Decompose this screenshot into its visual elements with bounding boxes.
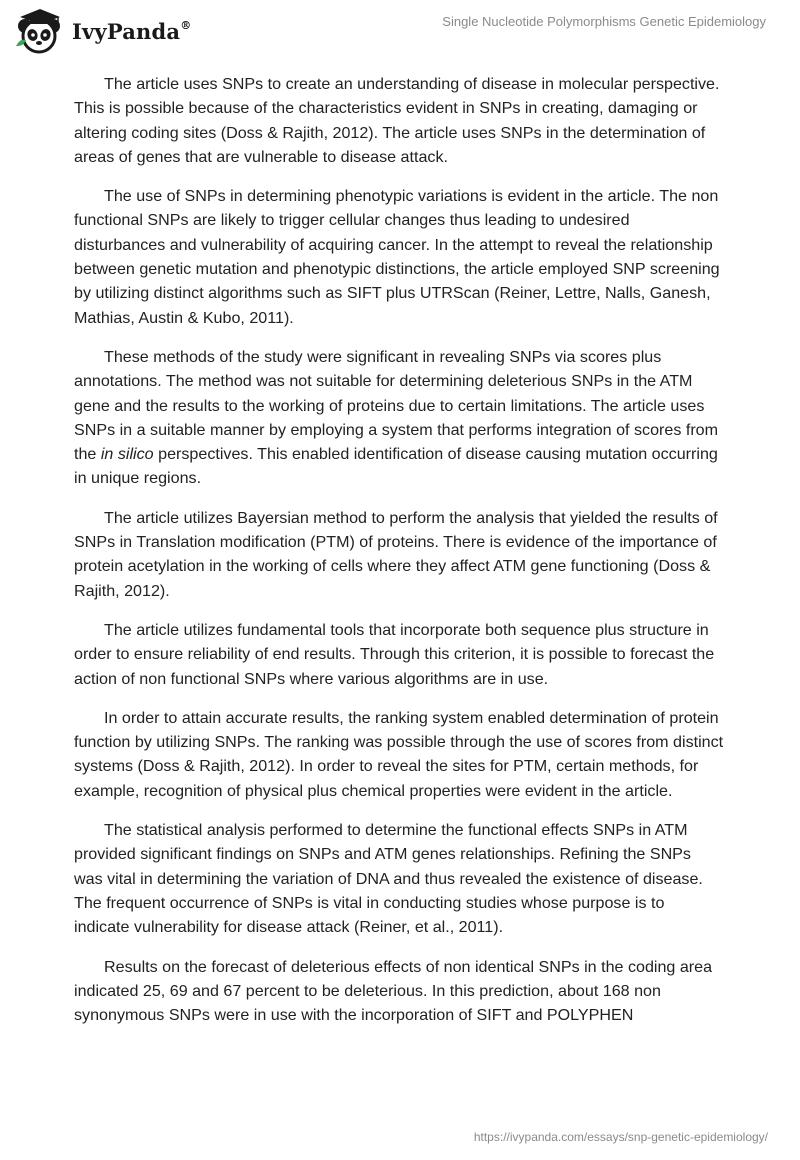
page-header <box>0 0 800 60</box>
logo-wordmark <box>72 19 191 44</box>
document-title: Single Nucleotide Polymorphisms Genetic Epidemiology <box>442 14 766 29</box>
paragraph-4: The article utilizes Bayersian method to perform the analysis that yielded the results of SNPs in Translation modification (PTM) of proteins. There is evidence of the importance of protein acetylation in the working of cells where they affect ATM gene functioning (Doss & Rajith, 2012). <box>74 508 718 600</box>
paragraph-3-text-before: These methods of the study were significant in revealing SNPs via scores plus annotations. The method was not suitable for determining deleterious SNPs in the ATM gene and the results to the working of proteins due to certain limitations. The article uses SNPs in a suitable manner by employing a system that performs integration of scores from the <box>74 347 719 464</box>
paragraph-7: The statistical analysis performed to determine the functional effects SNPs in ATM provided significant findings on SNPs and ATM genes relationships. Refining the SNPs was vital in determining the variation of DNA and thus revealed the existence of disease. The frequent occurrence of SNPs is vital in conducting studies whose purpose is to indicate vulnerability for disease attack (Reiner, et al., 2011). <box>74 821 703 937</box>
paragraph-5: The article utilizes fundamental tools that incorporate both sequence plus structure in order to ensure reliability of end results. Through this criterion, it is possible to forecast the action of non functional SNPs where various algorithms are in use. <box>74 620 715 688</box>
registered-mark: ® <box>180 18 192 32</box>
paragraph-3-italic-term: in silico <box>100 445 154 464</box>
paragraph-3-text-after: perspectives. This enabled identification of disease causing mutation occurring in unique regions. <box>74 445 718 488</box>
paragraph-6: In order to attain accurate results, the ranking system enabled determination of protein function by utilizing SNPs. The ranking was possible through the use of scores from distinct systems (Doss & Rajith, 2012). In order to reveal the sites for PTM, certain methods, for example, recognition of physical plus chemical properties were evident in the article. <box>74 708 724 800</box>
paragraph-2: The use of SNPs in determining phenotypic variations is evident in the article. The non functional SNPs are likely to trigger cellular changes thus leading to undesired disturbances and vulnerability of acquiring cancer. In the attempt to reveal the relationship between genetic mutation and phenotypic distinctions, the article employed SNP screening by utilizing distinct algorithms such as SIFT plus UTRScan (Reiner, Lettre, Nalls, Ganesh, Mathias, Austin & Kubo, 2011). <box>74 187 720 327</box>
source-url[interactable]: https://ivypanda.com/essays/snp-genetic-epidemiology/ <box>473 1130 768 1144</box>
paragraph-3 <box>74 345 724 491</box>
logo-name: IvyPanda <box>72 18 181 44</box>
paragraph-1: The article uses SNPs to create an understanding of disease in molecular perspective. This is possible because of the characteristics evident in SNPs in creating, damaging or altering coding sites (Doss & Rajith, 2012). The article uses SNPs in the determination of areas of genes that are vulnerable to disease attack. <box>74 75 720 166</box>
panda-logo-icon <box>14 6 66 56</box>
essay-body <box>74 72 724 1042</box>
site-logo[interactable] <box>14 6 191 56</box>
paragraph-8: Results on the forecast of deleterious effects of non identical SNPs in the coding area indicated 25, 69 and 67 percent to be deleterious. In this prediction, about 168 non synonymous SNPs were in use with the incorporation of SIFT and POLYPHEN <box>74 957 713 1025</box>
